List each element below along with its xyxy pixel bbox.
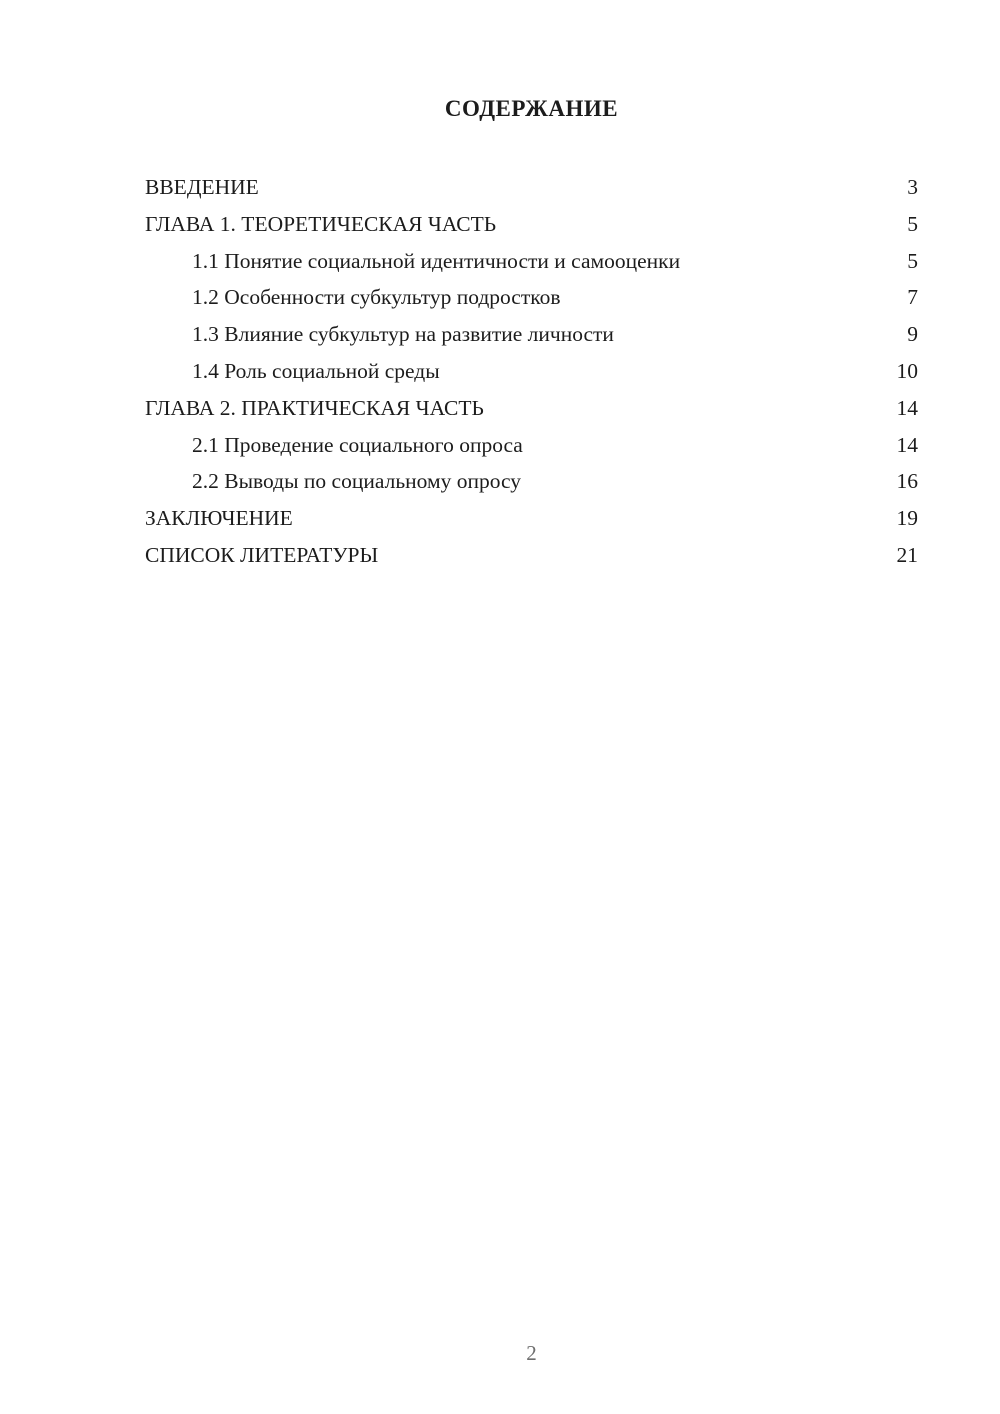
toc-row [145,390,918,427]
toc-row [145,169,918,206]
toc-entry-label: 2.2 Выводы по социальному опросу [192,469,522,494]
toc-row [145,463,918,500]
toc-entry-page-number: 14 [896,395,918,420]
toc-entry-label: ВВЕДЕНИЕ [145,175,259,199]
toc-row [145,316,918,353]
toc-entry-label: 1.2 Особенности субкультур подростков [192,285,561,310]
toc-row [145,537,918,574]
toc-row [145,353,918,390]
table-of-contents [145,169,918,574]
toc-entry-label: СПИСОК ЛИТЕРАТУРЫ [145,542,379,567]
toc-row [145,206,918,243]
toc-entry-label: 1.1 Понятие социальной идентичности и самооценки [192,248,681,273]
toc-entry-label: 2.1 Проведение социального опроса [192,432,523,457]
toc-entry-page-number: 19 [896,506,918,531]
page-content [145,94,918,574]
toc-entry-label: 1.4 Роль социальной среды [192,358,440,383]
page-title: СОДЕРЖАНИЕ [444,96,619,121]
toc-entry-page-number: 7 [907,285,918,310]
toc-row [145,243,918,280]
toc-entry-page-number: 21 [896,542,918,567]
page-number-footer: 2 [526,1341,537,1365]
toc-row [145,279,918,316]
toc-row [145,500,918,537]
toc-entry-label: ГЛАВА 2. ПРАКТИЧЕСКАЯ ЧАСТЬ [145,395,484,420]
toc-entry-label: 1.3 Влияние субкультур на развитие личности [192,322,614,347]
toc-row [145,427,918,464]
toc-entry-page-number: 3 [907,175,918,199]
toc-entry-page-number: 14 [896,432,918,457]
toc-entry-page-number: 5 [907,248,918,273]
toc-entry-page-number: 16 [896,469,918,494]
toc-entry-label: ЗАКЛЮЧЕНИЕ [145,506,293,531]
toc-entry-page-number: 5 [907,211,918,236]
toc-entry-page-number: 10 [896,358,918,383]
toc-entry-label: ГЛАВА 1. ТЕОРЕТИЧЕСКАЯ ЧАСТЬ [145,211,497,236]
toc-entry-page-number: 9 [907,322,918,347]
